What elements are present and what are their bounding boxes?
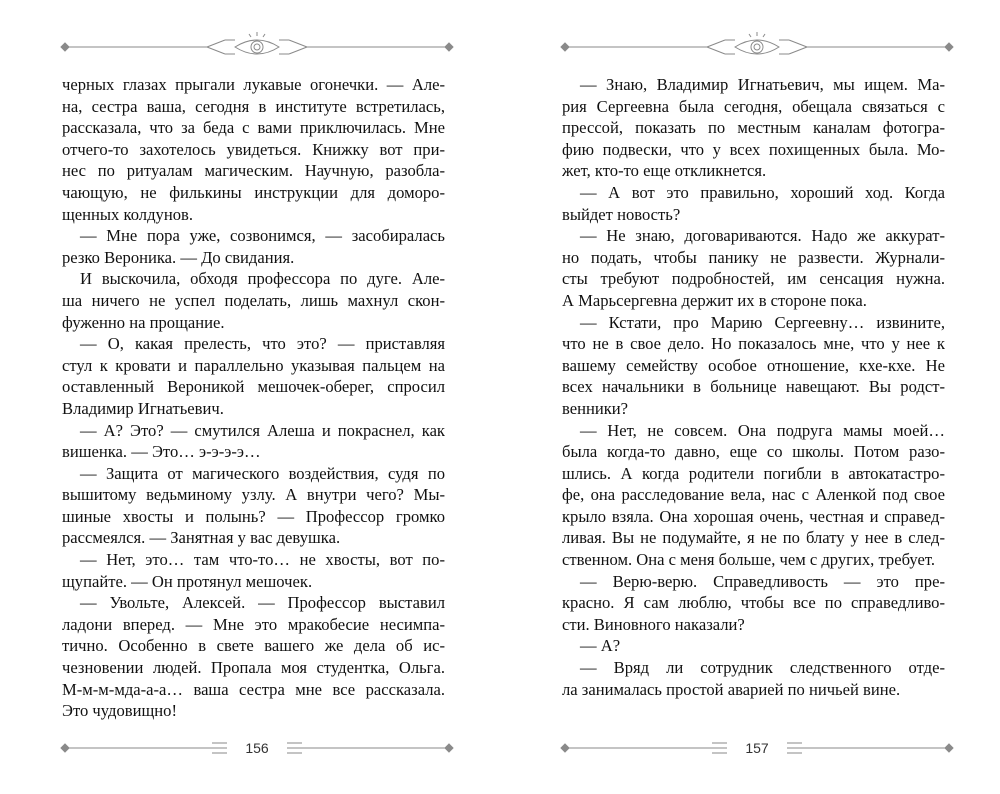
text-line: резко Вероника. — До свидания.: [62, 247, 295, 267]
text-line: ладони вперед. — Мне это мракобесие несимпа-: [62, 614, 445, 634]
text-line: рассмеялся. — Занятная у вас девушка.: [62, 528, 341, 548]
text-line: — А вот это правильно, хороший ход. Когда: [580, 182, 945, 202]
text-line: М-м-м-мда-а-а… ваша сестра мне все рассказала.: [62, 679, 445, 699]
text-line: — Верю-верю. Справедливость — это пре-: [580, 571, 945, 591]
text-line: фе, она расследование вела, нас с Аленкой под свое: [562, 485, 945, 505]
page-number: 157: [745, 740, 769, 756]
text-line: прессой, показать по местным каналам фотогра-: [562, 118, 945, 138]
header-eye-ornament-icon: [57, 30, 457, 64]
text-line: стул к кровати и параллельно указывая пальцем на: [62, 355, 445, 375]
text-line: жет, кто-то еще откликнется.: [562, 161, 767, 181]
text-line: — А?: [580, 636, 621, 656]
text-line: шлись. А когда родители погибли в автокатастро-: [562, 463, 945, 483]
text-line: ливая. Вы не подумайте, я не по блату у нее в след-: [562, 528, 945, 548]
right-footer: [557, 736, 957, 762]
text-line: Владимир Игнатьевич.: [62, 398, 224, 418]
text-line: рассказала, что за беда с вами приключилась. Мне: [62, 118, 445, 138]
text-line: — О, какая прелесть, что это? — приставляя: [80, 334, 445, 354]
text-line: крыло взяла. Она хорошая очень, честная и справед-: [562, 506, 945, 526]
text-line: ственном. Она с меня больше, чем с других, требует.: [562, 550, 935, 570]
text-line: ла занималась простой аварией по ничьей вине.: [562, 679, 901, 699]
text-line: тично. Особенно в свете вашего же дела об ис-: [62, 636, 445, 656]
text-line: — Мне пора уже, созвонимся, — засобиралась: [80, 226, 445, 246]
text-line: — Нет, не совсем. Она подруга мамы моей…: [580, 420, 945, 440]
text-line: отчего-то захотелось увидеться. Книжку вот при-: [62, 139, 445, 159]
text-line: — Защита от магического воздействия, судя по: [80, 463, 445, 483]
text-line: Это чудовищно!: [62, 701, 177, 721]
text-line: щупайте. — Он протянул мешочек.: [62, 571, 313, 591]
text-line: сти. Виновного наказали?: [562, 614, 745, 634]
text-line: шиные хвосты и полынь? — Профессор громко: [62, 506, 445, 526]
text-line: чающую, не филькины инструкции для доморо-: [62, 182, 445, 202]
text-line: — Не знаю, договариваются. Надо же аккурат-: [580, 226, 945, 246]
text-line: чезновении людей. Пропала моя студентка, Ольга.: [62, 658, 445, 678]
text-line: сты требуют подробностей, им сенсация нужна.: [562, 269, 945, 289]
text-line: — Увольте, Алексей. — Профессор выставил: [80, 593, 445, 613]
text-line: ша ничего не успел поделать, лишь махнул скон-: [62, 290, 445, 310]
text-line: что не в свое дело. Но показалось мне, что у нее к: [562, 334, 945, 354]
text-line: вышитому ведьминому узлу. А внутри чего? Мы-: [62, 485, 445, 505]
left-footer: [57, 736, 457, 762]
text-line: фию подвески, что у всех похищенных была. Мо-: [562, 139, 945, 159]
right-body-text: [562, 74, 945, 700]
text-line: красно. Я сам люблю, чтобы все по справедливо-: [562, 593, 945, 613]
text-line: И выскочила, обходя профессора по дуге. Але-: [80, 269, 445, 289]
text-line: черных глазах прыгали лукавые огонечки. — Але-: [62, 75, 445, 94]
text-line: рия Сергеевна была сегодня, обещала связаться с: [562, 96, 945, 116]
text-line: вишенка. — Это… э-э-э-э…: [62, 442, 261, 462]
text-line: — Вряд ли сотрудник следственного отде-: [580, 658, 945, 678]
text-line: всех начальники в больнице навещают. Вы родст-: [562, 377, 945, 397]
text-line: выйдет новость?: [562, 204, 681, 224]
text-line: — Нет, это… там что-то… не хвосты, вот по-: [80, 550, 445, 570]
text-line: но подать, чтобы панику не развести. Журнали-: [562, 247, 945, 267]
header-eye-ornament-icon: [557, 30, 957, 64]
text-line: вашему семейству особое отношение, кхе-кхе. Не: [562, 355, 945, 375]
left-body-text: [62, 74, 445, 722]
text-line: А Марьсергевна держит их в стороне пока.: [562, 290, 867, 310]
text-line: — А? Это? — смутился Алеша и покраснел, как: [80, 420, 445, 440]
text-line: венники?: [562, 398, 629, 418]
text-line: была когда-то давно, еще со школы. Потом разо-: [562, 442, 945, 462]
text-line: нес по ритуалам магическим. Научную, разобла-: [62, 161, 445, 181]
text-line: — Кстати, про Марию Сергеевну… извините,: [580, 312, 945, 332]
text-line: на, сестра ваша, сегодня в институте встретилась,: [62, 96, 445, 116]
text-line: щенных колдунов.: [62, 204, 193, 224]
text-line: — Знаю, Владимир Игнатьевич, мы ищем. Ма-: [580, 75, 945, 94]
text-line: фуженно на прощание.: [62, 312, 225, 332]
text-line: оставленный Вероникой мешочек-оберег, спросил: [62, 377, 445, 397]
right-page: [500, 0, 1000, 794]
page-number: 156: [245, 740, 269, 756]
